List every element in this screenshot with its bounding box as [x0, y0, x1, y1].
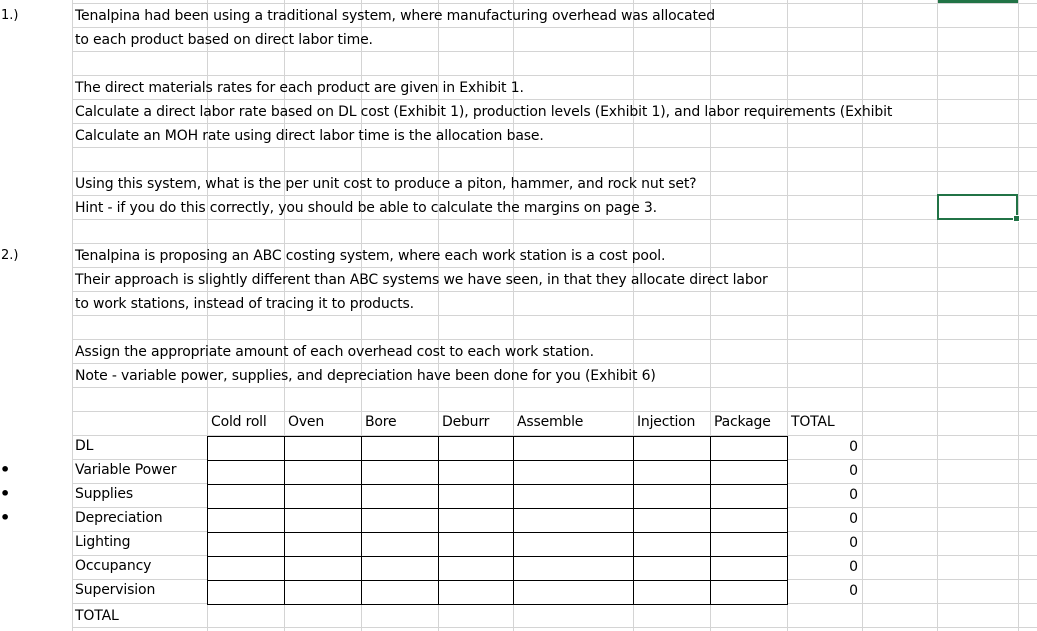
- table-row-label[interactable]: DL: [75, 438, 94, 454]
- active-cell-selection[interactable]: [937, 194, 1018, 220]
- section-marker-2: 2.): [1, 248, 19, 263]
- input-cell[interactable]: [633, 460, 711, 485]
- section2-task-line2[interactable]: Note - variable power, supplies, and depreciation have been done for you (Exhibit 6): [75, 368, 656, 384]
- input-cell[interactable]: [361, 436, 439, 461]
- input-cell[interactable]: [284, 556, 362, 581]
- row-total-value[interactable]: 0: [849, 487, 858, 503]
- section1-question-line2[interactable]: Hint - if you do this correctly, you should be able to calculate the margins on page 3.: [75, 200, 657, 216]
- column-header-package[interactable]: Package: [714, 414, 771, 430]
- input-cell[interactable]: [513, 580, 634, 605]
- input-cell[interactable]: [513, 532, 634, 557]
- input-cell[interactable]: [207, 436, 285, 461]
- table-footer-total-label[interactable]: TOTAL: [75, 608, 119, 624]
- input-cell[interactable]: [207, 556, 285, 581]
- input-cell[interactable]: [633, 556, 711, 581]
- grid-row-line: [72, 627, 1037, 628]
- table-row-label[interactable]: Supervision: [75, 582, 156, 598]
- input-cell[interactable]: [710, 460, 788, 485]
- input-cell[interactable]: [513, 484, 634, 509]
- input-cell[interactable]: [513, 460, 634, 485]
- input-cell[interactable]: [710, 508, 788, 533]
- input-cell[interactable]: [438, 484, 514, 509]
- input-cell[interactable]: [633, 436, 711, 461]
- input-cell[interactable]: [207, 460, 285, 485]
- input-cell[interactable]: [633, 580, 711, 605]
- table-row-label[interactable]: Supplies: [75, 486, 134, 502]
- column-header-bore[interactable]: Bore: [365, 414, 397, 430]
- input-cell[interactable]: [633, 484, 711, 509]
- row-total-value[interactable]: 0: [849, 535, 858, 551]
- section-marker-1: 1.): [1, 8, 19, 23]
- input-cell[interactable]: [710, 532, 788, 557]
- row-total-value[interactable]: 0: [849, 511, 858, 527]
- table-row-label[interactable]: Lighting: [75, 534, 131, 550]
- input-cell[interactable]: [361, 532, 439, 557]
- column-header-total[interactable]: TOTAL: [791, 414, 835, 430]
- input-cell[interactable]: [710, 436, 788, 461]
- column-header-deburr[interactable]: Deburr: [442, 414, 490, 430]
- input-cell[interactable]: [284, 532, 362, 557]
- input-cell[interactable]: [207, 508, 285, 533]
- input-cell[interactable]: [361, 484, 439, 509]
- section1-intro-line2[interactable]: to each product based on direct labor time.: [75, 32, 373, 48]
- table-row-label[interactable]: Variable Power: [75, 462, 177, 478]
- input-cell[interactable]: [438, 460, 514, 485]
- section2-intro-line2[interactable]: Their approach is slightly different than ABC systems we have seen, in that they allocate direct labor: [75, 272, 768, 288]
- row-total-value[interactable]: 0: [849, 439, 858, 455]
- row-bullet-marker: •: [0, 508, 11, 527]
- row-total-value[interactable]: 0: [849, 583, 858, 599]
- input-cell[interactable]: [438, 532, 514, 557]
- input-cell[interactable]: [438, 508, 514, 533]
- input-cell[interactable]: [207, 484, 285, 509]
- section1-step-line1[interactable]: The direct materials rates for each product are given in Exhibit 1.: [75, 80, 524, 96]
- section2-task-line1[interactable]: Assign the appropriate amount of each overhead cost to each work station.: [75, 344, 594, 360]
- table-row-label[interactable]: Occupancy: [75, 558, 152, 574]
- input-cell[interactable]: [284, 484, 362, 509]
- fill-handle[interactable]: [1013, 215, 1020, 222]
- row-total-value[interactable]: 0: [849, 559, 858, 575]
- input-cell[interactable]: [207, 532, 285, 557]
- input-cell[interactable]: [513, 556, 634, 581]
- column-selection-indicator: [938, 0, 1018, 3]
- section1-question-line1[interactable]: Using this system, what is the per unit cost to produce a piton, hammer, and rock nut set?: [75, 176, 697, 192]
- input-cell[interactable]: [284, 580, 362, 605]
- input-cell[interactable]: [207, 580, 285, 605]
- section1-step-line2[interactable]: Calculate a direct labor rate based on DL cost (Exhibit 1), production levels (Exhibit 1), and labor requirements (Exhibit: [75, 104, 893, 120]
- column-header-cold-roll[interactable]: Cold roll: [211, 414, 267, 430]
- section1-intro-line1[interactable]: Tenalpina had been using a traditional system, where manufacturing overhead was allocated: [75, 8, 716, 24]
- column-header-assemble[interactable]: Assemble: [517, 414, 584, 430]
- input-cell[interactable]: [284, 460, 362, 485]
- input-cell[interactable]: [513, 508, 634, 533]
- input-cell[interactable]: [438, 436, 514, 461]
- input-cell[interactable]: [284, 508, 362, 533]
- input-cell[interactable]: [633, 532, 711, 557]
- section1-step-line3[interactable]: Calculate an MOH rate using direct labor time is the allocation base.: [75, 128, 544, 144]
- table-row-label[interactable]: Depreciation: [75, 510, 163, 526]
- input-cell[interactable]: [710, 556, 788, 581]
- input-cell[interactable]: [361, 508, 439, 533]
- input-cell[interactable]: [361, 556, 439, 581]
- input-cell[interactable]: [438, 580, 514, 605]
- column-header-oven[interactable]: Oven: [288, 414, 324, 430]
- row-bullet-marker: •: [0, 460, 11, 479]
- column-header-injection[interactable]: Injection: [637, 414, 696, 430]
- input-cell[interactable]: [513, 436, 634, 461]
- section2-intro-line3[interactable]: to work stations, instead of tracing it to products.: [75, 296, 414, 312]
- input-cell[interactable]: [284, 436, 362, 461]
- input-cell[interactable]: [710, 580, 788, 605]
- row-total-value[interactable]: 0: [849, 463, 858, 479]
- input-cell[interactable]: [633, 508, 711, 533]
- input-cell[interactable]: [438, 556, 514, 581]
- input-cell[interactable]: [361, 580, 439, 605]
- section2-intro-line1[interactable]: Tenalpina is proposing an ABC costing system, where each work station is a cost pool.: [75, 248, 666, 264]
- row-bullet-marker: •: [0, 484, 11, 503]
- input-cell[interactable]: [361, 460, 439, 485]
- input-cell[interactable]: [710, 484, 788, 509]
